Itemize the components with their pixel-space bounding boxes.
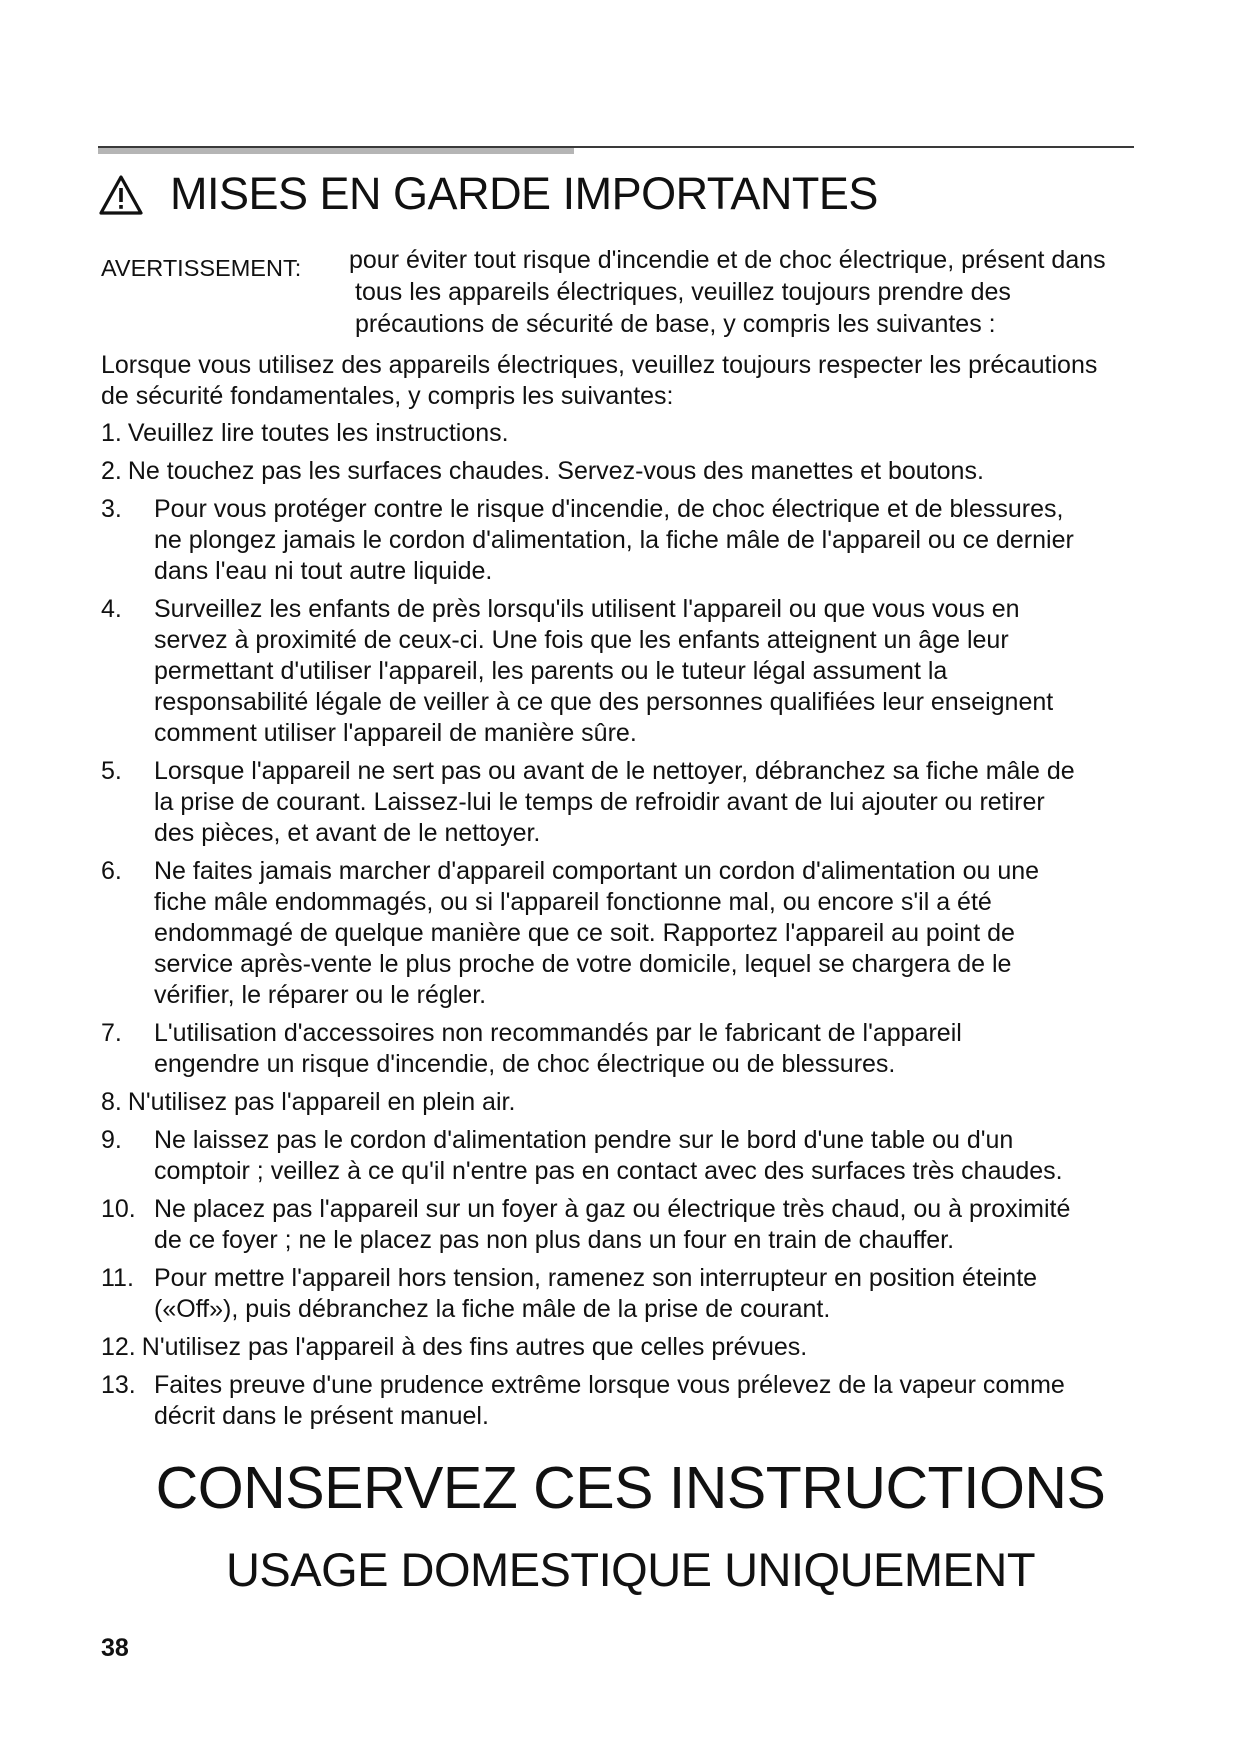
intro-line: de sécurité fondamentales, y compris les suivantes:: [101, 382, 674, 410]
list-item: [101, 456, 1141, 487]
item-text: service après-vente le plus proche de votre domicile, lequel se chargera de le: [154, 950, 1012, 978]
item-text: Lorsque l'appareil ne sert pas ou avant de le nettoyer, débranchez sa fiche mâle de: [154, 757, 1075, 785]
title-row: [98, 168, 878, 220]
list-item: [101, 594, 1141, 749]
item-text: responsabilité légale de veiller à ce que des personnes qualifiées leur enseignent: [154, 688, 1054, 716]
item-text: la prise de courant. Laissez-lui le temps de refroidir avant de lui ajouter ou retirer: [154, 788, 1045, 816]
item-text: Pour mettre l'appareil hors tension, ramenez son interrupteur en position éteinte: [154, 1264, 1038, 1292]
item-text: Ne placez pas l'appareil sur un foyer à gaz ou électrique très chaud, ou à proximité: [154, 1195, 1071, 1223]
safety-list: [101, 418, 1141, 1439]
item-number: 12.: [101, 1333, 136, 1361]
item-text: Ne laissez pas le cordon d'alimentation pendre sur le bord d'une table ou d'un: [154, 1126, 1014, 1154]
item-text: ne plongez jamais le cordon d'alimentation, la fiche mâle de l'appareil ou ce dernier: [154, 526, 1074, 554]
item-text: engendre un risque d'incendie, de choc électrique ou de blessures.: [154, 1050, 896, 1078]
item-text: permettant d'utiliser l'appareil, les parents ou le tuteur légal assument la: [154, 657, 948, 685]
warning-line: précautions de sécurité de base, y compris les suivantes :: [355, 310, 996, 338]
item-text: comptoir ; veillez à ce qu'il n'entre pas en contact avec des surfaces très chaudes.: [154, 1157, 1063, 1185]
save-instructions-heading: CONSERVEZ CES INSTRUCTIONS: [155, 1455, 1106, 1521]
item-number: 8.: [101, 1088, 122, 1116]
item-text: Pour vous protéger contre le risque d'incendie, de choc électrique et de blessures,: [154, 495, 1064, 523]
list-item: [101, 1018, 1141, 1080]
item-number: 7.: [101, 1019, 122, 1047]
header-rule-thin: [98, 146, 1134, 148]
item-number: 11.: [101, 1264, 134, 1292]
item-text: N'utilisez pas l'appareil en plein air.: [127, 1088, 516, 1116]
item-text: Surveillez les enfants de près lorsqu'ils utilisent l'appareil ou que vous vous en: [154, 595, 1020, 623]
item-text: fiche mâle endommagés, ou si l'appareil fonctionne mal, ou encore s'il a été: [154, 888, 992, 916]
warning-triangle-icon: [98, 174, 144, 216]
item-text: dans l'eau ni tout autre liquide.: [154, 557, 493, 585]
item-text: comment utiliser l'appareil de manière sûre.: [154, 719, 637, 747]
list-item: [101, 1332, 1141, 1363]
header-rule: [98, 146, 1134, 156]
item-number: 2.: [101, 457, 122, 485]
warning-label: AVERTISSEMENT:: [101, 255, 302, 281]
item-text: Ne touchez pas les surfaces chaudes. Servez-vous des manettes et boutons.: [127, 457, 984, 485]
item-text: Veuillez lire toutes les instructions.: [127, 419, 509, 447]
list-item: [101, 1263, 1141, 1325]
item-text: vérifier, le réparer ou le régler.: [154, 981, 487, 1009]
item-number: 5.: [101, 757, 122, 785]
list-item: [101, 1087, 1141, 1118]
list-item: [101, 418, 1141, 449]
item-text: décrit dans le présent manuel.: [154, 1402, 489, 1430]
item-number: 4.: [101, 595, 122, 623]
intro-paragraph: [101, 350, 1141, 412]
item-text: de ce foyer ; ne le placez pas non plus dans un four en train de chauffer.: [154, 1226, 955, 1254]
household-use-heading: USAGE DOMESTIQUE UNIQUEMENT: [225, 1543, 1036, 1596]
item-text: servez à proximité de ceux-ci. Une fois que les enfants atteignent un âge leur: [154, 626, 1009, 654]
item-text: N'utilisez pas l'appareil à des fins autres que celles prévues.: [141, 1333, 808, 1361]
list-item: [101, 1125, 1141, 1187]
item-number: 1.: [101, 419, 122, 447]
page-number: 38: [101, 1634, 129, 1662]
list-item: [101, 1370, 1141, 1432]
list-item: [101, 494, 1141, 587]
item-number: 6.: [101, 857, 122, 885]
item-number: 3.: [101, 495, 122, 523]
item-text: Ne faites jamais marcher d'appareil comportant un cordon d'alimentation ou une: [154, 857, 1040, 885]
list-item: [101, 1194, 1141, 1256]
item-number: 13.: [101, 1371, 136, 1399]
item-text: Faites preuve d'une prudence extrême lorsque vous prélevez de la vapeur comme: [154, 1371, 1065, 1399]
list-item: [101, 856, 1141, 1011]
item-text: («Off»), puis débranchez la fiche mâle de la prise de courant.: [154, 1295, 831, 1323]
page-title: MISES EN GARDE IMPORTANTES: [170, 168, 878, 219]
item-text: L'utilisation d'accessoires non recommandés par le fabricant de l'appareil: [154, 1019, 962, 1047]
item-text: endommagé de quelque manière que ce soit. Rapportez l'appareil au point de: [154, 919, 1015, 947]
warning-line: pour éviter tout risque d'incendie et de choc électrique, présent dans: [349, 246, 1106, 274]
warning-line: tous les appareils électriques, veuillez toujours prendre des: [355, 278, 1011, 306]
item-number: 10.: [101, 1195, 136, 1223]
item-text: des pièces, et avant de le nettoyer.: [154, 819, 541, 847]
item-number: 9.: [101, 1126, 122, 1154]
intro-line: Lorsque vous utilisez des appareils électriques, veuillez toujours respecter les précautions: [101, 351, 1098, 379]
warning-text: [349, 244, 1139, 340]
list-item: [101, 756, 1141, 849]
